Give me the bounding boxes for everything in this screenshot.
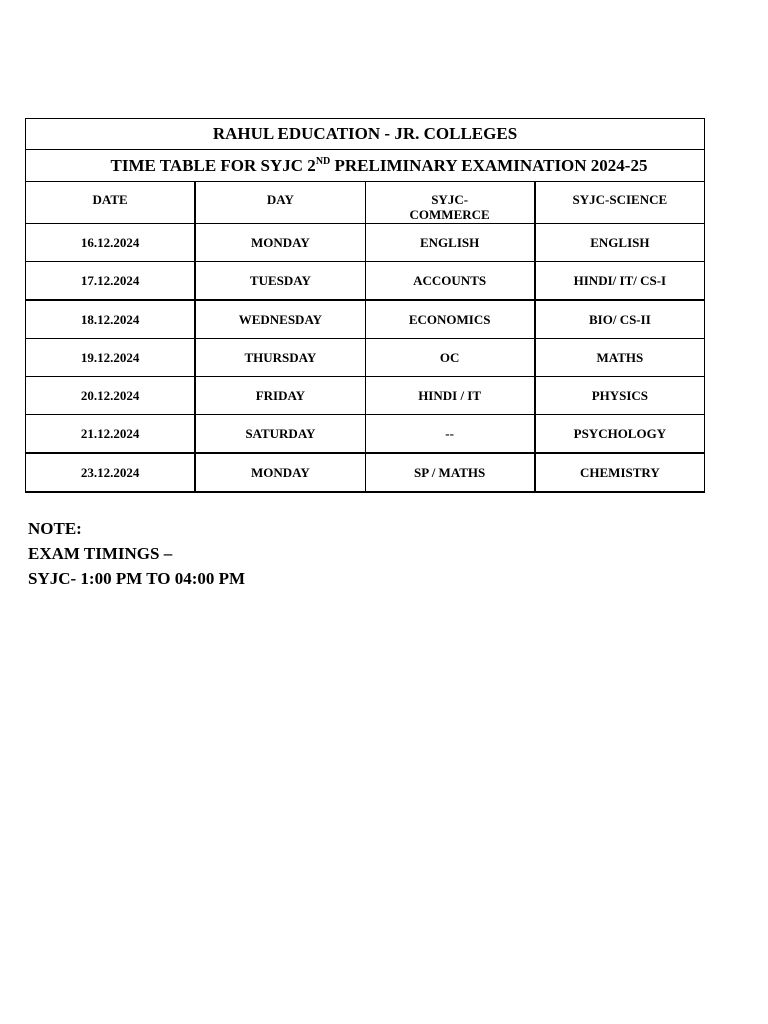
science-cell: PHYSICS — [535, 377, 705, 415]
science-cell: MATHS — [535, 339, 705, 377]
column-header-science: SYJC-SCIENCE — [535, 182, 705, 224]
title-suffix: PRELIMINARY EXAMINATION 2024-25 — [330, 155, 648, 175]
table-row — [26, 262, 705, 301]
day-cell: THURSDAY — [195, 339, 365, 377]
commerce-cell: -- — [365, 415, 535, 454]
column-header-commerce — [365, 182, 535, 224]
table-row — [26, 300, 705, 339]
date-cell: 23.12.2024 — [26, 453, 196, 492]
column-header-row — [26, 182, 705, 224]
table-row — [26, 377, 705, 415]
column-header-day: DAY — [195, 182, 365, 224]
table-row — [26, 224, 705, 262]
date-cell: 16.12.2024 — [26, 224, 196, 262]
title-row — [26, 150, 705, 182]
notes-section — [28, 516, 245, 591]
note-label: NOTE: — [28, 519, 82, 538]
date-cell: 20.12.2024 — [26, 377, 196, 415]
table-row — [26, 453, 705, 492]
exam-timings-label: EXAM TIMINGS – — [28, 544, 173, 563]
science-cell: ENGLISH — [535, 224, 705, 262]
table-row — [26, 415, 705, 454]
day-cell: WEDNESDAY — [195, 300, 365, 339]
commerce-cell: ENGLISH — [365, 224, 535, 262]
document-title — [26, 150, 705, 182]
institute-row — [26, 119, 705, 150]
commerce-header-line2: COMMERCE — [409, 207, 490, 222]
commerce-cell: ECONOMICS — [365, 300, 535, 339]
exam-timings-value: SYJC- 1:00 PM TO 04:00 PM — [28, 569, 246, 588]
commerce-cell: OC — [365, 339, 535, 377]
science-cell: HINDI/ IT/ CS-I — [535, 262, 705, 301]
commerce-cell: HINDI / IT — [365, 377, 535, 415]
table-row — [26, 339, 705, 377]
date-cell: 21.12.2024 — [26, 415, 196, 454]
day-cell: TUESDAY — [195, 262, 365, 301]
science-cell: PSYCHOLOGY — [535, 415, 705, 454]
date-cell: 19.12.2024 — [26, 339, 196, 377]
commerce-header-line1: SYJC- — [431, 192, 469, 207]
day-cell: FRIDAY — [195, 377, 365, 415]
commerce-cell: ACCOUNTS — [365, 262, 535, 301]
column-header-date: DATE — [26, 182, 196, 224]
timetable — [25, 118, 705, 493]
date-cell: 18.12.2024 — [26, 300, 196, 339]
day-cell: SATURDAY — [195, 415, 365, 454]
science-cell: CHEMISTRY — [535, 453, 705, 492]
institute-name: RAHUL EDUCATION - JR. COLLEGES — [26, 119, 705, 150]
title-prefix: TIME TABLE FOR SYJC 2 — [110, 155, 316, 175]
date-cell: 17.12.2024 — [26, 262, 196, 301]
day-cell: MONDAY — [195, 224, 365, 262]
title-superscript: ND — [315, 155, 331, 167]
science-cell: BIO/ CS-II — [535, 300, 705, 339]
day-cell: MONDAY — [195, 453, 365, 492]
commerce-cell: SP / MATHS — [365, 453, 535, 492]
